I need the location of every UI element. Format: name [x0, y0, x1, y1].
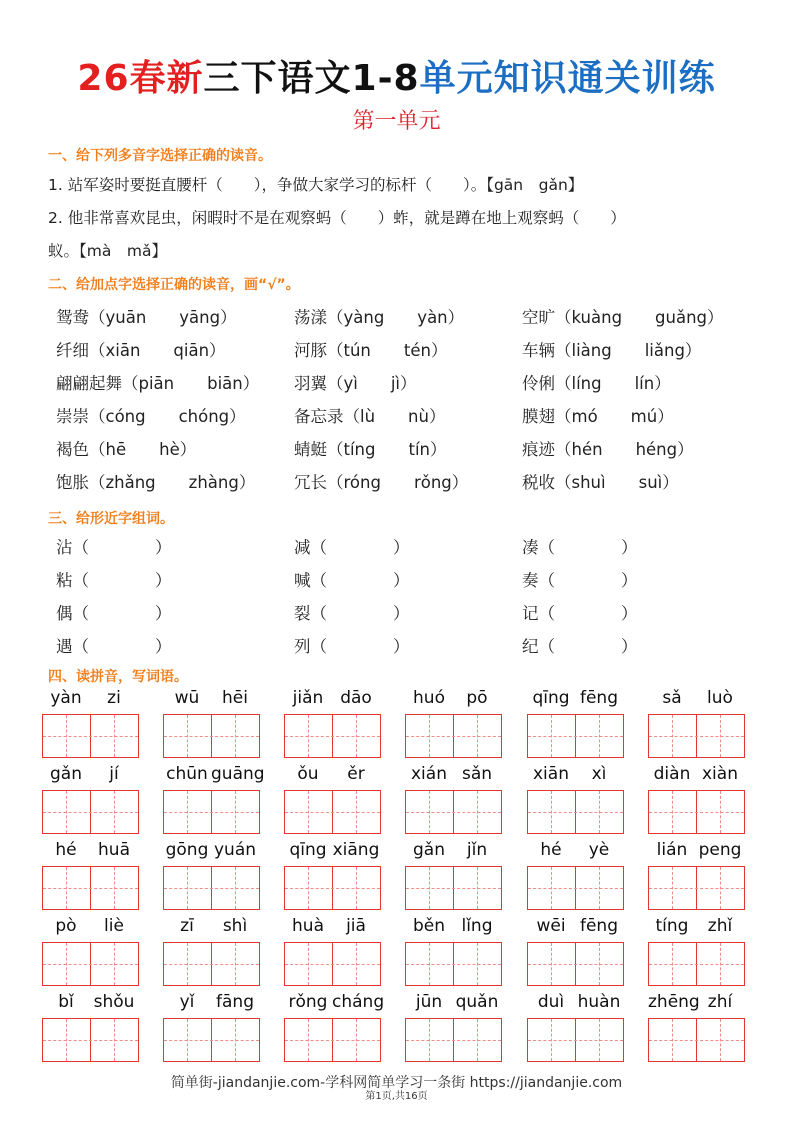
section-4-heading: 四、读拼音，写词语。: [48, 669, 188, 685]
pronunciation-item[interactable]: 空旷（kuàng guǎng）: [522, 308, 724, 327]
pinyin-syllable: shǒu: [93, 992, 135, 1012]
writing-grid-box[interactable]: [527, 942, 624, 986]
pinyin-syllable: xián: [411, 764, 447, 784]
writing-grid-box[interactable]: [163, 942, 260, 986]
pinyin-syllable: gōng: [165, 840, 209, 860]
writing-grid-box[interactable]: [284, 1018, 381, 1062]
writing-grid-box[interactable]: [163, 790, 260, 834]
title-part-3: 单元知识通关训练: [419, 58, 716, 99]
writing-grid-box[interactable]: [42, 714, 139, 758]
word-formation-item[interactable]: 凑（ ）: [522, 538, 638, 557]
writing-grid-box[interactable]: [648, 942, 745, 986]
section-2-heading: 二、给加点字选择正确的读音，画“√”。: [48, 277, 300, 293]
writing-grid-box[interactable]: [527, 714, 624, 758]
word-formation-item[interactable]: 喊（ ）: [294, 571, 410, 590]
writing-grid-box[interactable]: [405, 1018, 502, 1062]
word-formation-item[interactable]: 奏（ ）: [522, 571, 638, 590]
pinyin-syllable: yè: [588, 840, 610, 860]
page-title: [0, 50, 793, 101]
word-formation-item[interactable]: 记（ ）: [522, 604, 638, 623]
pronunciation-item[interactable]: 褐色（hē hè）: [56, 440, 197, 459]
pinyin-syllable: ěr: [347, 764, 365, 784]
pinyin-syllable: lǐng: [461, 916, 493, 936]
writing-grid-box[interactable]: [163, 866, 260, 910]
word-formation-item[interactable]: 粘（ ）: [56, 571, 172, 590]
writing-grid-box[interactable]: [405, 714, 502, 758]
pronunciation-item[interactable]: 冗长（róng rǒng）: [294, 473, 469, 492]
word-formation-item[interactable]: 纪（ ）: [522, 637, 638, 656]
pinyin-syllable: zhēng: [648, 992, 700, 1012]
pinyin-syllable: hé: [55, 840, 77, 860]
writing-grid-box[interactable]: [163, 1018, 260, 1062]
pinyin-syllable: xiàn: [702, 764, 738, 784]
pinyin-syllable: wēi: [536, 916, 566, 936]
page-number: 第1页,共16页: [365, 1091, 428, 1102]
pinyin-syllable: xiāng: [332, 840, 380, 860]
writing-grid-box[interactable]: [648, 714, 745, 758]
pronunciation-item[interactable]: 伶俐（líng lín）: [522, 374, 671, 393]
pinyin-syllable: fāng: [216, 992, 254, 1012]
pinyin-syllable: zhǐ: [707, 916, 733, 936]
writing-grid-box[interactable]: [527, 1018, 624, 1062]
pinyin-syllable: bǐ: [58, 992, 74, 1012]
pinyin-syllable: yǐ: [179, 992, 195, 1012]
pinyin-syllable: fēng: [579, 688, 618, 708]
writing-grid-box[interactable]: [648, 866, 745, 910]
pinyin-syllable: sǎ: [662, 688, 682, 708]
pinyin-syllable: xiān: [533, 764, 569, 784]
pronunciation-item[interactable]: 纤细（xiān qiān）: [56, 341, 226, 360]
pronunciation-item[interactable]: 崇崇（cóng chóng）: [56, 407, 246, 426]
pinyin-syllable: běn: [412, 916, 446, 936]
writing-grid-box[interactable]: [42, 866, 139, 910]
pinyin-syllable: huàn: [577, 992, 621, 1012]
pinyin-syllable: diàn: [653, 764, 691, 784]
pinyin-syllable: hé: [540, 840, 562, 860]
pronunciation-item[interactable]: 河豚（tún tén）: [294, 341, 448, 360]
unit-heading: 第一单元: [352, 109, 441, 134]
writing-grid-box[interactable]: [405, 790, 502, 834]
writing-grid-box[interactable]: [527, 866, 624, 910]
section-1-heading: 一、给下列多音字选择正确的读音。: [48, 148, 272, 164]
word-formation-item[interactable]: 裂（ ）: [294, 604, 410, 623]
pinyin-syllable: hēi: [222, 688, 248, 708]
pinyin-syllable: guāng: [211, 764, 265, 784]
pinyin-syllable: jiǎn: [292, 688, 324, 708]
pinyin-syllable: jiā: [346, 916, 366, 936]
pinyin-syllable: qīng: [289, 840, 327, 860]
pronunciation-item[interactable]: 备忘录（lù nù）: [294, 407, 446, 426]
pinyin-syllable: gǎn: [413, 840, 445, 860]
question-2-line-2: 蚁。【mà mǎ】: [48, 242, 167, 260]
pinyin-syllable: qīng: [532, 688, 570, 708]
pinyin-syllable: tíng: [655, 916, 689, 936]
pinyin-syllable: gǎn: [50, 764, 82, 784]
question-2-line-1: 2. 他非常喜欢昆虫，闲暇时不是在观察蚂（ ）蚱，就是蹲在地上观察蚂（ ）: [48, 209, 626, 227]
writing-grid-box[interactable]: [284, 790, 381, 834]
pinyin-syllable: sǎn: [461, 764, 493, 784]
writing-grid-box[interactable]: [405, 866, 502, 910]
pinyin-syllable: xì: [591, 764, 607, 784]
writing-grid-box[interactable]: [648, 790, 745, 834]
word-formation-item[interactable]: 偶（ ）: [56, 604, 172, 623]
title-part-1: 26春新: [77, 58, 204, 99]
pinyin-syllable: zi: [107, 688, 121, 708]
section-3-heading: 三、给形近字组词。: [48, 511, 174, 527]
writing-grid-box[interactable]: [42, 1018, 139, 1062]
writing-grid-box[interactable]: [284, 942, 381, 986]
pinyin-syllable: zī: [180, 916, 194, 936]
pinyin-syllable: huó: [413, 688, 445, 708]
word-formation-item[interactable]: 减（ ）: [294, 538, 410, 557]
pronunciation-item[interactable]: 蜻蜓（tíng tín）: [294, 440, 447, 459]
pronunciation-item[interactable]: 羽翼（yì jì）: [294, 374, 417, 393]
pinyin-syllable: cháng: [332, 992, 385, 1012]
pinyin-syllable: dāo: [340, 688, 372, 708]
pinyin-syllable: luò: [707, 688, 733, 708]
pinyin-syllable: pō: [466, 688, 488, 708]
word-formation-item[interactable]: 沾（ ）: [56, 538, 172, 557]
pinyin-syllable: fēng: [579, 916, 618, 936]
pinyin-syllable: liè: [104, 916, 124, 936]
pinyin-syllable: huà: [292, 916, 324, 936]
pinyin-syllable: quǎn: [455, 992, 499, 1012]
word-formation-item[interactable]: 遇（ ）: [56, 637, 172, 656]
pronunciation-item[interactable]: 饱胀（zhǎng zhàng）: [56, 473, 256, 492]
writing-grid-box[interactable]: [163, 714, 260, 758]
pinyin-syllable: huā: [98, 840, 130, 860]
pinyin-syllable: yuán: [213, 840, 257, 860]
pronunciation-item[interactable]: 翩翩起舞（piān biān）: [56, 374, 260, 393]
pronunciation-item[interactable]: 膜翅（mó mú）: [522, 407, 674, 426]
writing-grid-box[interactable]: [42, 942, 139, 986]
word-formation-item[interactable]: 列（ ）: [294, 637, 410, 656]
pronunciation-item[interactable]: 税收（shuì suì）: [522, 473, 679, 492]
footer-text: 简单街-jiandanjie.com-学科网简单学习一条街 https://jiandanjie.com: [170, 1075, 623, 1091]
writing-grid-box[interactable]: [527, 790, 624, 834]
pinyin-syllable: pò: [55, 916, 77, 936]
writing-grid-box[interactable]: [648, 1018, 745, 1062]
pronunciation-item[interactable]: 荡漾（yàng yàn）: [294, 308, 465, 327]
pinyin-syllable: zhí: [707, 992, 733, 1012]
pinyin-syllable: lián: [656, 840, 688, 860]
pinyin-syllable: jūn: [415, 992, 443, 1012]
writing-grid-box[interactable]: [405, 942, 502, 986]
title-part-2: 三下语文1-8: [203, 58, 420, 99]
pinyin-syllable: jǐn: [466, 840, 488, 860]
pinyin-syllable: jí: [109, 764, 119, 784]
pinyin-syllable: duì: [537, 992, 565, 1012]
pinyin-syllable: shì: [222, 916, 248, 936]
writing-grid-box[interactable]: [284, 866, 381, 910]
pronunciation-item[interactable]: 车辆（liàng liǎng）: [522, 341, 702, 360]
pinyin-syllable: peng: [698, 840, 742, 860]
pinyin-syllable: wū: [174, 688, 200, 708]
question-1: 1. 站军姿时要挺直腰杆（ ），争做大家学习的标杆（ ）。【gān gǎn】: [48, 176, 584, 194]
pinyin-syllable: ǒu: [297, 764, 319, 784]
pronunciation-item[interactable]: 痕迹（hén héng）: [522, 440, 694, 459]
pronunciation-item[interactable]: 鸳鸯（yuān yāng）: [56, 308, 237, 327]
pinyin-syllable: chūn: [166, 764, 208, 784]
writing-grid-box[interactable]: [42, 790, 139, 834]
pinyin-syllable: rǒng: [288, 992, 328, 1012]
pinyin-syllable: yàn: [50, 688, 82, 708]
writing-grid-box[interactable]: [284, 714, 381, 758]
